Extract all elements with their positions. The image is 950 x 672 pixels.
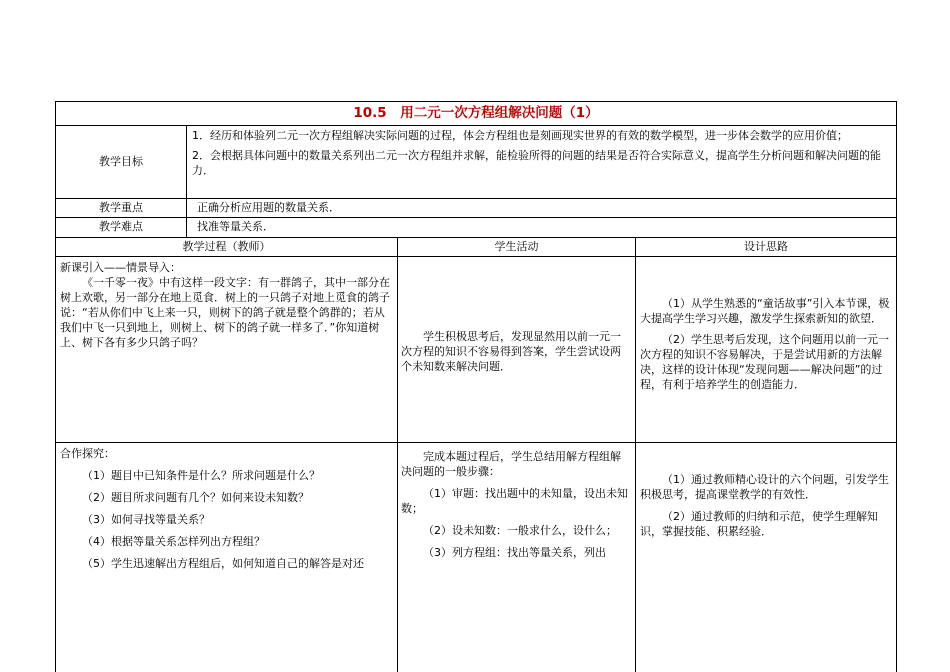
difficulty-value: 找准等量关系． [197,220,274,233]
student-step: （1）审题：找出题中的未知量，设出未知数； [401,487,628,515]
objective-item: 2．会根据具体问题中的数量关系列出二元一次方程组并求解，能检验所得的问题的结果是否符合实际意义，提高学生分析问题和解决问题的能力． [192,149,881,177]
explore-question: （5）学生迅速解出方程组后，如何知道自己的解答是对还 [82,557,364,570]
key-point-label: 教学重点 [99,201,143,214]
student-step: 完成本题过程后，学生总结用解方程组解决问题的一般步骤： [401,450,621,478]
section-explore-student [401,449,630,560]
design-note: （1）通过教师精心设计的六个问题，引发学生积极思考，提高课堂教学的有效性． [640,473,889,501]
section-intro-teacher [60,260,390,350]
design-note: （1）从学生熟悉的“童话故事”引入本节课，极大提高学生学习兴趣，激发学生探索新知的欲望． [640,297,890,325]
student-activity-text: 学生积极思考后，发现显然用以前一元一次方程的知识不容易得到答案，学生尝试设两个未知数来解决问题． [401,330,621,373]
explore-question: （1）题目中已知条件是什么？所求问题是什么？ [82,469,320,482]
explore-question: （4）根据等量关系怎样列出方程组？ [82,535,265,548]
difficulty-label: 教学难点 [99,220,143,233]
objective-item: 1．经历和体验列二元一次方程组解决实际问题的过程，体会方程组也是刻画现实世界的有效的数学模型，进一步体会数学的应用价值； [192,129,848,142]
column-header-design: 设计思路 [744,240,788,253]
column-header-student: 学生活动 [494,240,539,253]
key-point-value: 正确分析应用题的数量关系． [197,201,340,214]
design-note: （2）学生思考后发现，这个问题用以前一元一次方程的知识不容易解决，于是尝试用新的方法解决，这样的设计体现“发现问题——解决问题”的过程，有利于培养学生的创造能力． [640,333,889,391]
student-step: （3）列方程组：找出等量关系，列出 [423,546,606,559]
intro-story: 《一千零一夜》中有这样一段文字：有一群鸽子，其中一部分在树上欢歌，另一部分在地上觅食．树上的一只鸽子对地上觅食的鸽子说：“若从你们中飞上来一只，则树下的鸽子就是整个鸽群的；若从我们中飞一只到地上，则树上、树下的鸽子就一样多了．”你知道树上、树下各有多少只鸽子吗？ [60,276,390,349]
objectives-label: 教学目标 [99,155,143,168]
section-intro-design [640,296,890,392]
explore-question: （3）如何寻找等量关系？ [82,513,210,526]
objectives-content [192,128,892,178]
column-header-teacher: 教学过程（教师） [182,240,271,253]
document-title: 10.5 用二元一次方程组解决问题（1） [353,105,599,121]
explore-heading: 合作探究： [60,447,115,460]
student-step: （2）设未知数：一般求什么，设什么； [423,524,617,537]
design-note: （2）通过教师的归纳和示范，使学生理解知识，掌握技能、积累经验． [640,510,878,538]
section-intro-student [401,329,630,374]
section-explore-teacher [60,446,392,571]
section-explore-design [640,472,890,539]
intro-heading: 新课引入——情景导入： [60,261,181,274]
explore-question: （2）题目所求问题有几个？如何来设未知数？ [82,491,309,504]
